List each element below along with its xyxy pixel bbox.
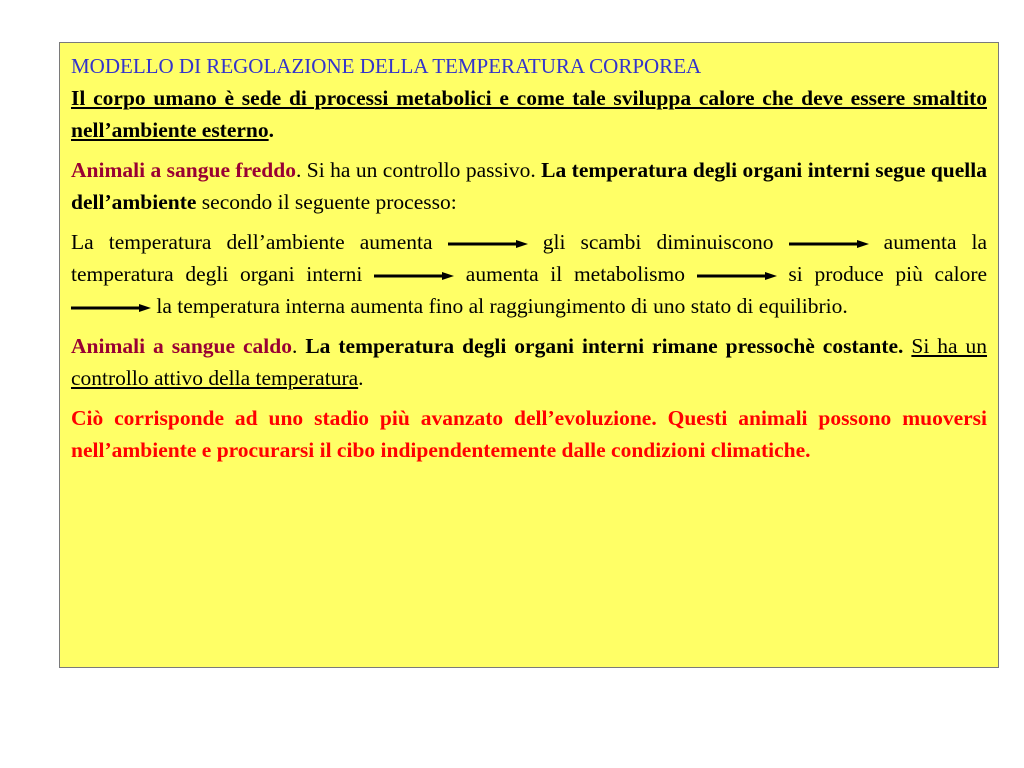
slide-title: MODELLO DI REGOLAZIONE DELLA TEMPERATURA CORPOREA [71, 54, 702, 78]
slide-text-box [59, 42, 999, 668]
warm-blooded-paragraph [71, 330, 987, 394]
cold-blooded-paragraph [71, 154, 987, 218]
warm-text-1: . [291, 334, 306, 358]
arrow-right-icon [697, 271, 777, 281]
intro-end: . [268, 118, 275, 142]
warm-underlined-text: Si ha un controllo attivo della temperatura [71, 334, 988, 390]
cold-bold-text: La temperatura degli organi interni segue quella dell’ambiente [71, 158, 987, 214]
cold-text-2: secondo il seguente processo: [196, 190, 457, 214]
process-step-5: si produce più calore [788, 262, 988, 286]
arrow-right-icon [374, 271, 454, 281]
evolution-paragraph: Ciò corrisponde ad uno stadio più avanzato dell’evoluzione. Questi animali possono muoversi nell’ambiente e procurarsi il cibo indipendentemente dalle condizioni climatiche. [71, 406, 987, 462]
process-step-2: gli scambi diminuiscono [542, 230, 774, 254]
arrow-right-icon [71, 303, 151, 313]
process-step-4: aumenta il metabolismo [465, 262, 686, 286]
process-paragraph [71, 226, 987, 322]
process-step-3: aumenta la temperatura degli organi interni [71, 230, 988, 286]
intro-text: Il corpo umano è sede di processi metabolici e come tale sviluppa calore che deve essere smaltito nell’ambiente esterno [71, 86, 987, 142]
intro-paragraph [71, 82, 987, 146]
cold-blooded-label: Animali a sangue freddo [71, 158, 296, 182]
arrow-right-icon [448, 239, 528, 249]
warm-end: . [358, 366, 364, 390]
warm-blooded-label: Animali a sangue caldo [71, 334, 292, 358]
arrow-right-icon [789, 239, 869, 249]
process-step-1: La temperatura dell’ambiente aumenta [71, 230, 433, 254]
warm-bold-text: La temperatura degli organi interni rimane pressochè costante. [305, 334, 904, 358]
process-step-6: la temperatura interna aumenta fino al raggiungimento di uno stato di equilibrio. [156, 294, 848, 318]
cold-text-1: . Si ha un controllo passivo. [295, 158, 542, 182]
